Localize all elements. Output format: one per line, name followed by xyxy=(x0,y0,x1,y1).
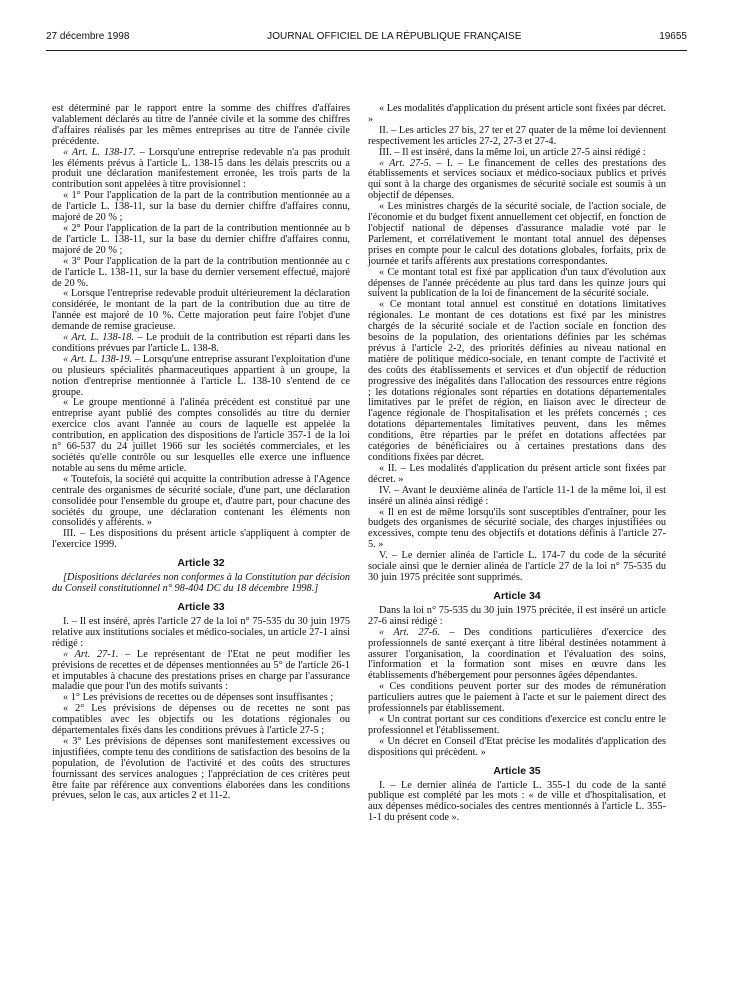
article-heading: Article 35 xyxy=(493,764,541,777)
paragraph: « Les modalités d'application du présent article sont fixées par décret. » xyxy=(368,103,666,125)
paragraph: « 2° Pour l'application de la part de la contribution mentionnée au b de l'article L. 138-11, sur la base du dernier chiffre d'affaires connu, majoré de 20 % ; xyxy=(52,222,350,256)
paragraph: « Le groupe mentionné à l'alinéa précédent est constitué par une entreprise ayant publié des comptes consolidés au titre du dernier exercice clos avant l'année au cours de laquelle est appelée la contribution, en application des dispositions de l'article 357-1 de la loi n° 66-537 du 24 juillet 1966 sur les sociétés commerciales, et les sociétés qu'elle contrôle ou sur lesquelles elle exerce une influence notable au sens du même article. xyxy=(52,397,350,474)
paragraph: I. – Le dernier alinéa de l'article L. 355-1 du code de la santé publique est complété par les mots : « de ville et d'hospitalisation, et aux dépenses médico-sociales des centres mentionnés à l'article L. 355-1-1 du présent code ». xyxy=(368,779,666,824)
header-date: 27 décembre 1998 xyxy=(46,31,130,42)
article-ref: « Art. 27-1. xyxy=(63,648,119,660)
paragraph: « Art. 27-1. – Le représentant de l'Etat ne peut modifier les prévisions de recettes et de dépenses mentionnées au 5° de l'article 26-1 et imputables à chacune des prestations prises en charge par l'assurance maladie que pour l'un des motifs suivants : xyxy=(52,648,350,693)
page-number: 19655 xyxy=(659,31,687,42)
paragraph: « 1° Les prévisions de recettes ou de dépenses sont insuffisantes ; xyxy=(63,692,334,704)
paragraph: « Lorsque l'entreprise redevable produit ultérieurement la déclaration considérée, le montant de la part de la contribution due au titre de l'année est majoré de 10 %. Cette majoration peut faire l'objet d'une demande de remise gracieuse. xyxy=(52,288,350,333)
article-ref: « Art. 27-6. xyxy=(379,626,440,638)
paragraph: « Art. L. 138-19. – Lorsqu'une entreprise assurant l'exploitation d'une ou plusieurs spécialités pharmaceutiques appartient à un groupe, la notion d'entreprise mentionnée à l'article L. 138-10 s'entend de ce groupe. xyxy=(52,353,350,398)
paragraph: « Art. 27-5. – I. – Le financement de celles des prestations des établissements et services sociaux et médico-sociaux publics et privés qui sont à la charge des organismes de sécurité sociale est soumis à un objectif de dépenses. xyxy=(368,157,666,202)
article-heading: Article 32 xyxy=(177,557,225,570)
journal-title: JOURNAL OFFICIEL DE LA RÉPUBLIQUE FRANÇAISE xyxy=(267,31,522,42)
article-ref: « Art. 27-5. xyxy=(379,157,432,169)
paragraph: « 3° Pour l'application de la part de la contribution mentionnée au c de l'article L. 138-11, sur la base du dernier versement effectué, majoré de 20 %. xyxy=(52,255,350,289)
paragraph: II. – Les articles 27 bis, 27 ter et 27 quater de la même loi deviennent respectivement les articles 27-2, 27-3 et 27-4. xyxy=(368,124,666,147)
paragraph: « Il en est de même lorsqu'ils sont susceptibles d'entraîner, pour les budgets des organismes de sécurité sociale, des charges injustifiées ou excessives, compte tenu des objectifs et dotations définis à l'article 27-5. » xyxy=(368,506,666,551)
paragraph: « Toutefois, la société qui acquitte la contribution adresse à l'Agence centrale des organismes de sécurité sociale, d'une part, une déclaration consolidée pour l'ensemble du groupe et, d'autre part, pour chacune des sociétés du groupe, une déclaration contenant les éléments non consolidés y afférents. » xyxy=(52,473,350,529)
paragraph: « 2° Les prévisions de dépenses ou de recettes ne sont pas compatibles avec les objectifs ou les dotations régionales ou départementales fixés dans les conditions prévues à l'article 27-5 ; xyxy=(52,703,350,737)
paragraph: « Les ministres chargés de la sécurité sociale, de l'action sociale, de l'économie et du budget fixent annuellement cet objectif, en fonction de l'objectif national de dépenses d'assurance maladie voté par le Parlement, et corrélativement le montant total annuel des dépenses prises en compte pour le calcul des dotations globales, forfaits, prix de journée et tarifs afférents aux prestations correspondantes. xyxy=(368,201,666,267)
article-ref: « Art. L. 138-17. xyxy=(63,146,136,158)
paragraph: IV. – Avant le deuxième alinéa de l'article 11-1 de la même loi, il est inséré un alinéa ainsi rédigé : xyxy=(368,484,666,507)
paragraph: est déterminé par le rapport entre la somme des chiffres d'affaires valablement déclarés au titre de l'année civile et la somme des chiffres d'affaires réalisés par les mêmes entreprises au titre de l'année civile précédente. xyxy=(52,103,350,147)
paragraph: « Art. L. 138-17. – Lorsqu'une entreprise redevable n'a pas produit les éléments prévus à l'article L. 138-15 dans les délais prescrits ou a produit une déclaration manifestement erronée, les trois parts de la contribution sont appelées à titre provisionnel : xyxy=(52,146,350,191)
article-heading: Article 34 xyxy=(493,589,541,602)
paragraph: « Art. L. 138-18. – Le produit de la contribution est réparti dans les conditions prévues par l'article L. 138-8. xyxy=(52,332,350,354)
paragraph: « II. – Les modalités d'application du présent article sont fixées par décret. » xyxy=(368,462,666,485)
paragraph: III. – Les dispositions du présent article s'appliquent à compter de l'exercice 1999. xyxy=(52,528,350,551)
constitutional-note: [Dispositions déclarées non conformes à la Constitution par décision du Conseil constitutionnel n° 98-404 DC du 18 décembre 1998.] xyxy=(52,572,350,595)
paragraph: « Art. 27-6. – Des conditions particulières d'exercice des professionnels de santé exerçant à titre libéral destinées notamment à assurer l'organisation, la coordination et l'évaluation des soins, l'information et la formation sont mises en œuvre dans les établissements d'hébergement pour personnes âgées dépendantes. xyxy=(368,626,667,682)
paragraph: « Un décret en Conseil d'Etat précise les modalités d'application des dispositions qui précèdent. » xyxy=(368,735,666,758)
paragraph: « Ce montant total est fixé par application d'un taux d'évolution aux dépenses de l'année précédente au plus tard dans les quinze jours qui suivent la publication de la loi de financement de la sécurité sociale. xyxy=(368,266,666,300)
paragraph: I. – Il est inséré, après l'article 27 de la loi n° 75-535 du 30 juin 1975 relative aux institutions sociales et médico-sociales, un article 27-1 ainsi rédigé : xyxy=(52,615,350,649)
paragraph: « Ces conditions peuvent porter sur des modes de rémunération particuliers autres que le paiement à l'acte et sur le paiement direct des professionnels par établissement. xyxy=(368,681,666,715)
header-rule xyxy=(46,50,687,51)
paragraph: « 3° Les prévisions de dépenses sont manifestement excessives ou injustifiées, compte tenu des conditions de satisfaction des besoins de la population, de l'évolution de l'activité et des coûts des structures fournissant des services analogues ; l'appréciation de ces critères peut être faite par référence aux conventions élaborées dans les conditions prévues, selon le cas, aux articles 2 et 11-2. xyxy=(52,735,350,802)
right-column xyxy=(368,104,666,824)
paragraph: « Ce montant total annuel est constitué en dotations limitatives régionales. Le montant de ces dotations est fixé par les ministres chargés de la sécurité sociale et de l'action sociale en fonction des besoins de la population, des orientations définies par les schémas prévus à l'article 2-2, des priorités définies au niveau national en matière de politique médico-sociale, en tenant compte de l'activité et des coûts des établissements et services et d'un objectif de réduction progressive des inégalités dans l'allocation des ressources entre régions ; les dotations régionales sont réparties en dotations départementales limitatives par le préfet de région, en liaison avec le directeur de l'agence régionale de l'hospitalisation et les préfets concernés ; ces dotations départementales limitatives peuvent, dans les mêmes conditions, être réparties par le préfet en dotations affectées par catégories de bénéficiaires ou à certaines prestations dans des conditions fixées par décret. xyxy=(368,299,666,463)
paragraph: III. – Il est inséré, dans la même loi, un article 27-5 ainsi rédigé : xyxy=(379,146,646,158)
article-heading: Article 33 xyxy=(177,600,225,613)
article-ref: « Art. L. 138-18. xyxy=(63,332,134,344)
left-column xyxy=(52,104,350,802)
paragraph: « Un contrat portant sur ces conditions d'exercice est conclu entre le professionnel et l'établissement. xyxy=(368,713,666,736)
page-header xyxy=(46,30,687,44)
paragraph: Dans la loi n° 75-535 du 30 juin 1975 précitée, il est inséré un article 27-6 ainsi rédigé : xyxy=(368,604,666,627)
paragraph: « 1° Pour l'application de la part de la contribution mentionnée au a de l'article L. 138-11, sur la base du dernier chiffre d'affaires connu, majoré de 20 % ; xyxy=(52,190,350,224)
paragraph: V. – Le dernier alinéa de l'article L. 174-7 du code de la sécurité sociale ainsi que le dernier alinéa de l'article 27 de la loi n° 75-535 du 30 juin 1975 précitée sont supprimés. xyxy=(368,550,666,583)
article-ref: « Art. L. 138-19. xyxy=(63,353,133,365)
